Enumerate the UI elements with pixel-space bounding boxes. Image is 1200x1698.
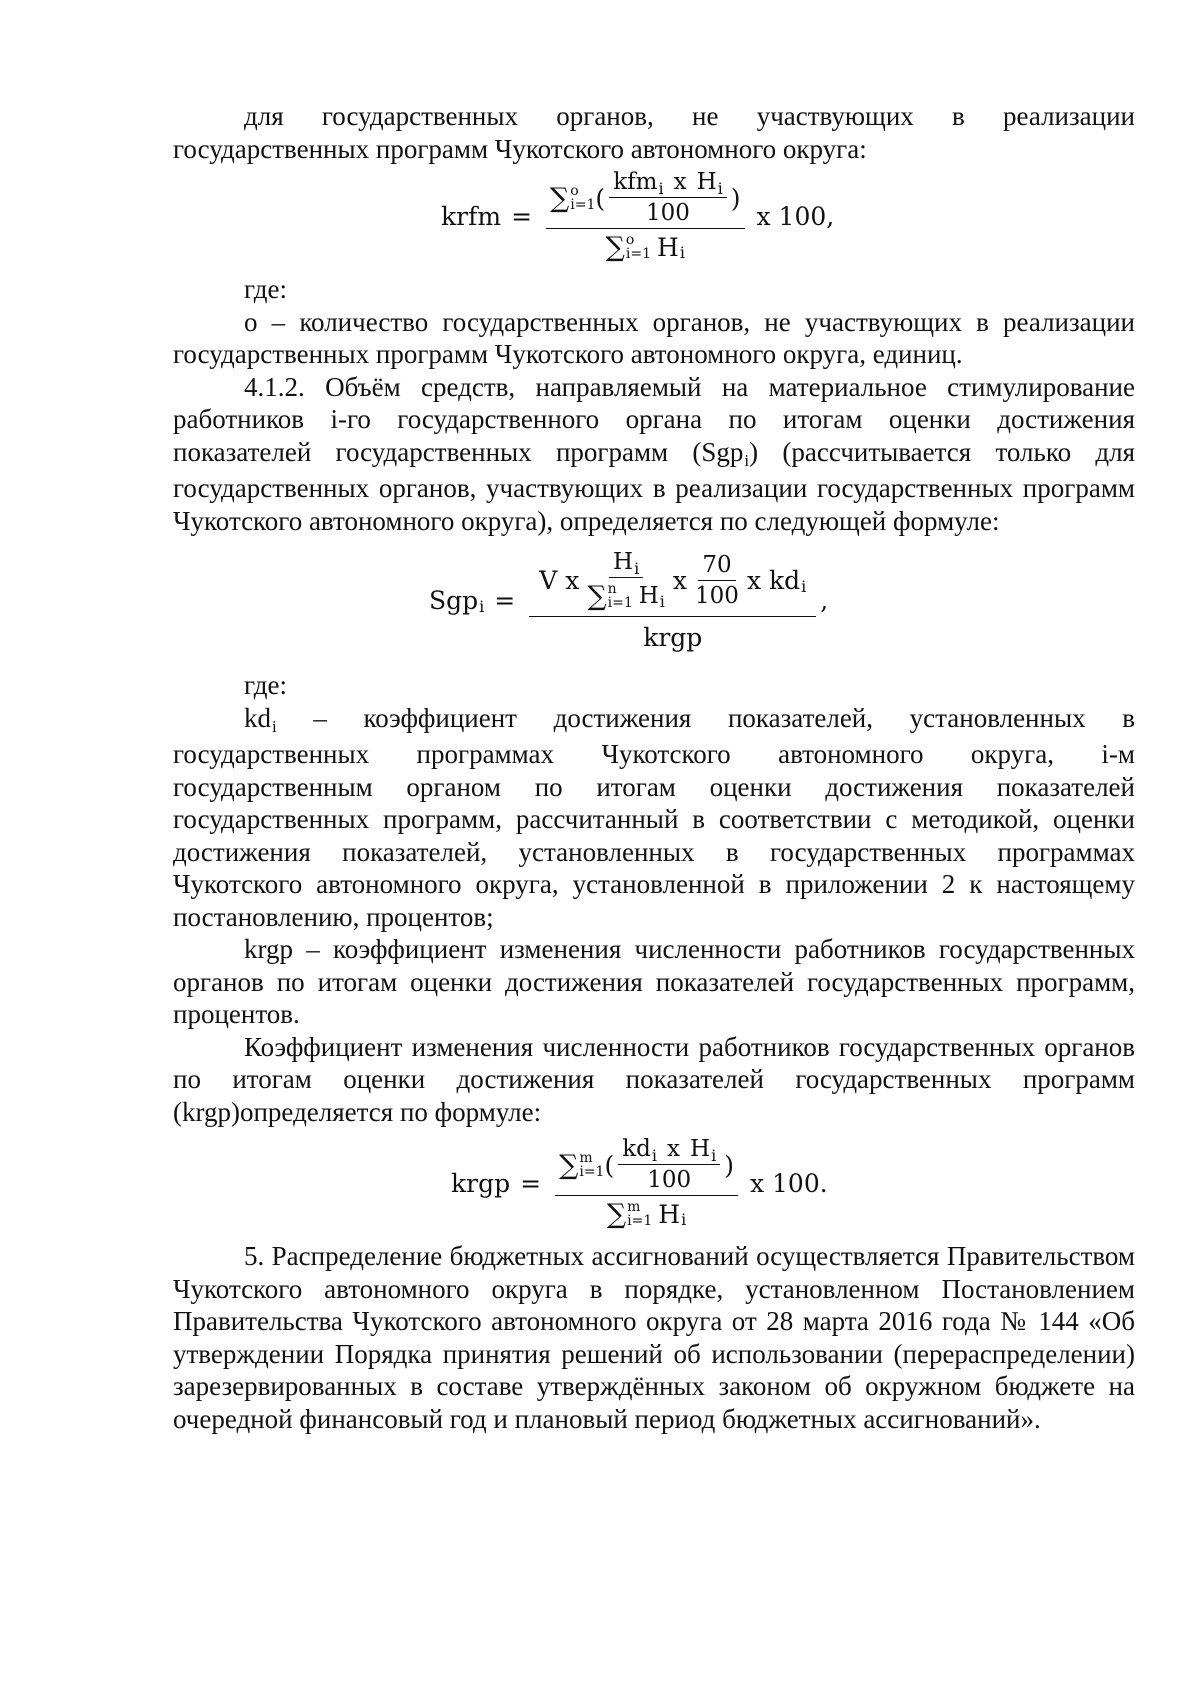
paragraph-5: 5. Распределение бюджетных ассигнований осуществляется Правительством Чукотского автономного округа в порядке, установленном Постановлением Правительства Чукотского автономного округа от 28 марта 2016 года № 144 «Об утверждении Порядка принятия решений об использовании (перераспределении) зарезервированных в составе утверждённых законом об окружном бюджете на очередной финансовый год и плановый период бюджетных ассигнований». — [173, 1241, 1135, 1434]
formula-sgp-eq: = — [494, 586, 516, 615]
h-term: H — [696, 169, 717, 195]
formula-krgp-fraction — [555, 1138, 738, 1228]
formula-sgp — [173, 537, 1135, 669]
paragraph-krgp-definition: krgp – коэффициент изменения численности работников государственных органов по итогам оценки достижения показателей государственных программ, процентов. — [173, 934, 1135, 1029]
formula-krgp-body — [451, 1138, 828, 1228]
h-term: H — [657, 232, 679, 262]
formula-krfm-inner-fraction — [609, 171, 727, 225]
sum-upper: m — [627, 1199, 641, 1215]
sum-symbol: ∑ — [587, 580, 607, 612]
times: x — [672, 566, 688, 595]
formula-krgp-denominator — [603, 1196, 690, 1228]
paren-close: ) — [724, 1150, 734, 1180]
paren-open: ( — [595, 183, 606, 213]
paren-open: ( — [604, 1150, 615, 1180]
paragraph-4-1-2-start: 4.1.2. Объём средств, направляемый на материальное стимулирование работников i-го государственного органа по итогам оценки достижения показателей государственных программ (Sgp — [173, 371, 1135, 467]
paragraph-4-1-2-sub: i — [744, 450, 750, 470]
formula-krfm-sum — [550, 184, 595, 212]
label-where-2: где: — [244, 670, 287, 700]
formula-krfm-numerator — [546, 171, 745, 229]
paragraph-4-1-2-rest: ) (рассчитывается только для государственных органов, участвующих в реализации государственных программ Чукотского автономного округа), определяется по следующей формуле: — [173, 436, 1135, 536]
inner-denominator: 100 — [646, 200, 690, 226]
document-page — [173, 100, 1135, 1435]
times: x — [667, 1136, 681, 1162]
formula-sgp-lhs-sub: i — [479, 596, 485, 616]
hundred: 100 — [695, 582, 739, 609]
paragraph-intro: для государственных органов, не участвующих в реализации государственных программ Чукотского автономного округа: — [173, 101, 1135, 164]
formula-krfm-denominator — [602, 229, 689, 261]
formula-krfm-lhs: krfm — [441, 201, 502, 231]
sum-lower: i=1 — [627, 1213, 653, 1229]
formula-krgp-eq: = — [520, 1168, 542, 1198]
paragraph-kd-definition — [173, 702, 1135, 934]
formula-krfm-body — [441, 171, 834, 261]
h-sub: i — [681, 1210, 687, 1229]
sum-lower: i=1 — [579, 1164, 605, 1180]
h-term: H — [690, 1136, 711, 1162]
formula-sgp-lhs: Sgp — [429, 586, 479, 615]
v-term: V x — [539, 566, 580, 595]
formula-sgp-h-fraction — [583, 551, 669, 610]
seventy: 70 — [698, 554, 735, 581]
h-sub: i — [634, 558, 640, 578]
kd-term-sub: i — [272, 716, 277, 736]
sum-lower: i=1 — [570, 197, 596, 213]
h-term: H — [658, 1199, 681, 1229]
sum-symbol: ∑ — [550, 182, 570, 214]
paren-close: ) — [730, 183, 741, 213]
formula-sgp-fraction — [529, 551, 816, 650]
paragraph-4-1-2 — [173, 371, 1135, 538]
kd-sub: i — [801, 576, 807, 596]
formula-krfm-eq: = — [511, 201, 533, 231]
formula-krfm — [173, 165, 1135, 273]
formula-sgp-body — [429, 551, 828, 650]
sum-lower: i=1 — [607, 595, 633, 611]
inner-term: kd — [622, 1136, 651, 1162]
sum-lower: i=1 — [625, 246, 651, 262]
formula-krgp-multiplier: x 100. — [749, 1168, 828, 1198]
inner-denominator: 100 — [647, 1167, 692, 1193]
inner-term-sub: i — [658, 178, 664, 198]
formula-krgp-lhs: krgp — [451, 1168, 511, 1198]
inner-term: kfm — [613, 169, 658, 195]
h-term: H — [613, 549, 634, 575]
formula-krfm-multiplier: x 100, — [756, 201, 835, 231]
formula-sgp-comma: , — [820, 586, 829, 615]
sum-upper: n — [607, 581, 617, 597]
formula-krgp-inner-fraction — [618, 1138, 720, 1192]
formula-sgp-denominator: krgp — [643, 623, 703, 652]
formula-sgp-numerator — [529, 551, 816, 617]
kd-term: x kd — [746, 566, 801, 595]
sum-symbol: ∑ — [605, 231, 625, 263]
h-sub: i — [659, 592, 665, 611]
formula-krgp — [173, 1128, 1135, 1240]
paragraph-krgp-intro: Коэффициент изменения численности работников государственных органов по итогам оценки достижения показателей государственных программ (krgp)определяется по формуле: — [173, 1031, 1135, 1127]
label-where-1: где: — [244, 274, 287, 304]
h-sub: i — [679, 243, 685, 262]
kd-term-label: kd — [244, 702, 271, 733]
formula-krgp-numerator — [555, 1138, 738, 1196]
formula-krfm-fraction — [546, 171, 745, 261]
kd-definition-text: – коэффициент достижения показателей, установленных в государственных программах Чукотского автономного округа, i-м государственным органом по итогам оценки достижения показателей государственных программ, рассчитанный в соответствии с методикой, оценки достижения показателей, установленных в государственных программах Чукотского автономного округа, установленной в приложении 2 к настоящему постановлению, процентов; — [173, 702, 1135, 932]
sum-symbol: ∑ — [559, 1149, 579, 1181]
times: x — [673, 169, 687, 195]
sum-upper: o — [570, 183, 579, 199]
h-sub: i — [717, 178, 723, 198]
sum-upper: m — [579, 1150, 593, 1166]
sum-symbol: ∑ — [606, 1198, 627, 1230]
inner-term-sub: i — [651, 1145, 658, 1165]
paragraph-o-definition: o – количество государственных органов, не участвующих в реализации государственных программ Чукотского автономного округа, единиц. — [173, 306, 1135, 369]
h-sub: i — [711, 1145, 717, 1165]
sum-upper: o — [625, 232, 635, 248]
formula-sgp-percent-fraction — [691, 551, 743, 609]
h-term: H — [638, 582, 659, 609]
